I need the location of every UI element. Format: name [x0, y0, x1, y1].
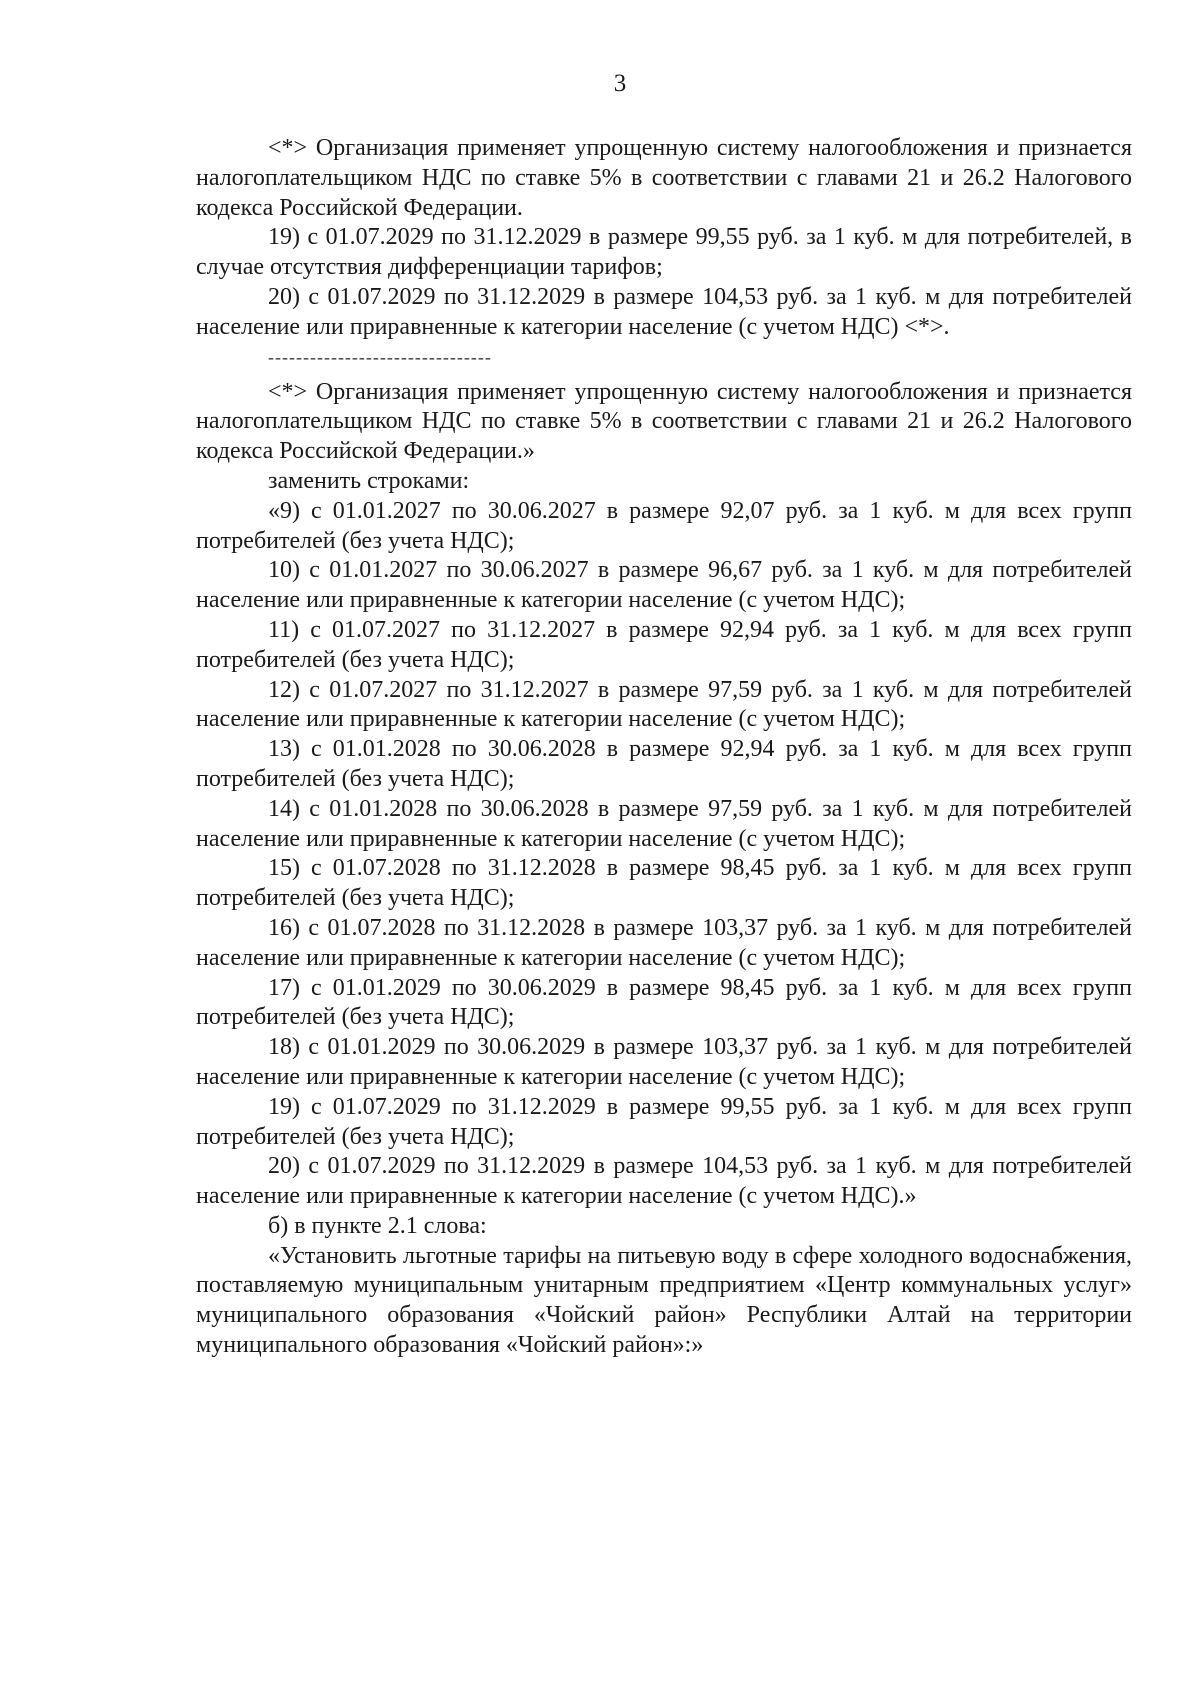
footnote-paragraph: <*> Организация применяет упрощенную систему налогообложения и признается налогоплательщиком НДС по ставке 5% в соответствии с главами 21 и 26.2 Налогового кодекса Российской Федерации. [196, 135, 1132, 221]
footnote-paragraph: <*> Организация применяет упрощенную систему налогообложения и признается налогоплательщиком НДС по ставке 5% в соответствии с главами 21 и 26.2 Налогового кодекса Российской Федерации.» [196, 378, 1132, 465]
new-tariff-line: 18) с 01.01.2029 по 30.06.2029 в размере 103,37 руб. за 1 куб. м для потребителей население или приравненные к категории население (с учетом НДС); [196, 1034, 1132, 1090]
quoted-paragraph: «Установить льготные тарифы на питьевую воду в сфере холодного водоснабжения, поставляемую муниципальным унитарным предприятием «Центр коммунальных услуг» муниципального образования «Чойский район» Республики Алтай на территории муниципального образования «Чойский район»:» [196, 1242, 1132, 1359]
section-b-heading: б) в пункте 2.1 слова: [268, 1212, 487, 1239]
tariff-line: 20) с 01.07.2029 по 31.12.2029 в размере 104,53 руб. за 1 куб. м для потребителей население или приравненные к категории население (с учетом НДС) <*>. [196, 283, 1132, 340]
new-tariff-line: 17) с 01.01.2029 по 30.06.2029 в размере 98,45 руб. за 1 куб. м для всех групп потребителей (без учета НДС); [196, 974, 1132, 1031]
footnote-separator: -------------------------------- [268, 346, 492, 367]
new-tariff-line: 14) с 01.01.2028 по 30.06.2028 в размере 97,59 руб. за 1 куб. м для потребителей население или приравненные к категории население (с учетом НДС); [196, 795, 1132, 852]
new-tariff-line: 20) с 01.07.2029 по 31.12.2029 в размере 104,53 руб. за 1 куб. м для потребителей население или приравненные к категории население (с учетом НДС).» [196, 1153, 1132, 1210]
new-tariff-line: 16) с 01.07.2028 по 31.12.2028 в размере 103,37 руб. за 1 куб. м для потребителей население или приравненные к категории население (с учетом НДС); [196, 914, 1132, 971]
new-tariff-line: 12) с 01.07.2027 по 31.12.2027 в размере 97,59 руб. за 1 куб. м для потребителей население или приравненные к категории население (с учетом НДС); [196, 676, 1132, 733]
new-tariff-line: 11) с 01.07.2027 по 31.12.2027 в размере 92,94 руб. за 1 куб. м для всех групп потребителей (без учета НДС); [196, 616, 1132, 673]
new-tariff-line: 19) с 01.07.2029 по 31.12.2029 в размере 99,55 руб. за 1 куб. м для всех групп потребителей (без учета НДС); [196, 1093, 1132, 1150]
new-tariff-line: 15) с 01.07.2028 по 31.12.2028 в размере 98,45 руб. за 1 куб. м для всех групп потребителей (без учета НДС); [196, 855, 1132, 912]
new-tariff-line: 13) с 01.01.2028 по 30.06.2028 в размере 92,94 руб. за 1 куб. м для всех групп потребителей (без учета НДС); [196, 736, 1132, 792]
document-body [196, 134, 1132, 1361]
page-number: 3 [613, 70, 627, 97]
replace-intro: заменить строками: [268, 467, 470, 494]
new-tariff-line: «9) с 01.01.2027 по 30.06.2027 в размере 92,07 руб. за 1 куб. м для всех групп потребителей (без учета НДС); [196, 497, 1132, 554]
tariff-line: 19) с 01.07.2029 по 31.12.2029 в размере 99,55 руб. за 1 куб. м для потребителей, в случае отсутствия дифференциации тарифов; [196, 224, 1132, 281]
new-tariff-line: 10) с 01.01.2027 по 30.06.2027 в размере 96,67 руб. за 1 куб. м для потребителей население или приравненные к категории население (с учетом НДС); [196, 557, 1132, 614]
